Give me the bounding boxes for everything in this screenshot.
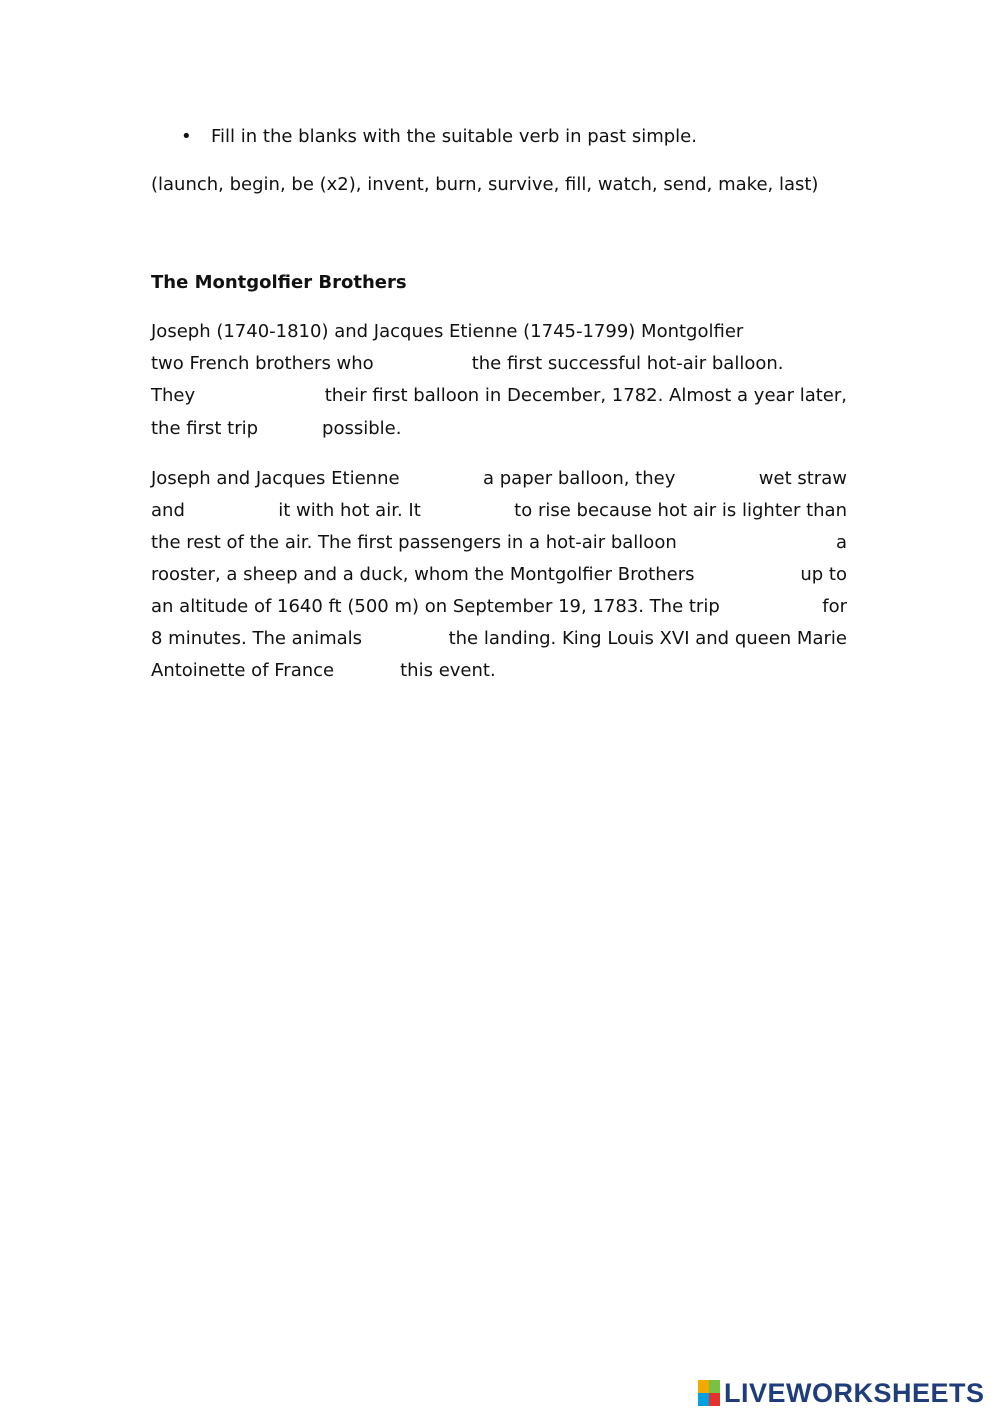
answer-blank[interactable] [375,626,435,648]
instruction [181,124,697,150]
p2-line-6 [151,626,847,652]
answer-blank[interactable] [374,353,472,375]
word-bank: (launch, begin, be (x2), invent, burn, survive, fill, watch, send, make, last) [151,174,819,195]
text-segment: the rest of the air. The first passengers in a hot-air balloon [151,532,677,553]
page-title: The Montgolfier Brothers [151,272,407,293]
answer-blank[interactable] [746,594,796,616]
answer-blank[interactable] [215,383,305,405]
answer-blank[interactable] [717,562,777,584]
text-segment: 8 minutes. The animals [151,628,363,649]
text-segment: it with hot air. It [278,500,421,521]
text-segment: possible. [322,418,402,439]
text-segment: an altitude of 1640 ft (500 m) on September 19, 1783. The trip [151,596,720,617]
p1-line-3 [151,383,847,409]
answer-blank[interactable] [726,530,786,552]
answer-blank[interactable] [334,660,400,682]
text-segment: up to [800,564,847,585]
logo-mark-icon [698,1380,720,1406]
text-segment: a [835,532,847,553]
text-segment: They [151,385,196,406]
answer-blank[interactable] [411,466,471,488]
answer-blank[interactable] [258,418,322,440]
text-segment: Antoinette of France [151,660,335,681]
instruction-text: Fill in the blanks with the suitable verb in past simple. [211,126,697,147]
text-segment: the first successful hot-air balloon. [471,353,784,374]
text-segment: Joseph (1740-1810) and Jacques Etienne (1745-1799) Montgolfier [151,321,744,342]
bullet-icon: • [181,126,192,147]
logo-square [709,1393,720,1406]
logo-text: LIVEWORKSHEETS [724,1377,985,1408]
text-segment: two French brothers who [151,353,374,374]
text-segment: this event. [400,660,496,681]
answer-blank[interactable] [687,466,747,488]
p2-line-3 [151,530,847,556]
text-segment: Joseph and Jacques Etienne [151,468,400,489]
text-segment: rooster, a sheep and a duck, whom the Montgolfier Brothers [151,564,695,585]
text-segment: the landing. King Louis XVI and queen Marie [448,628,847,649]
p1-line-4 [151,416,401,442]
logo-square [709,1380,720,1393]
p1-line-1 [151,319,743,345]
p2-line-4 [151,562,847,588]
text-segment: wet straw [758,468,847,489]
p2-line-5 [151,594,847,620]
p2-line-7 [151,658,496,684]
p2-line-2 [151,498,847,524]
text-segment: their first balloon in December, 1782. Almost a year later, [324,385,847,406]
logo-square [698,1393,709,1406]
p1-line-2 [151,351,783,377]
logo-square [698,1380,709,1393]
liveworksheets-logo [698,1377,985,1409]
text-segment: for [822,596,847,617]
answer-blank[interactable] [202,498,262,520]
answer-blank[interactable] [437,498,497,520]
text-segment: and [151,500,185,521]
p2-line-1 [151,466,847,492]
text-segment: a paper balloon, they [483,468,676,489]
text-segment: to rise because hot air is lighter than [514,500,847,521]
text-segment: the first trip [151,418,259,439]
